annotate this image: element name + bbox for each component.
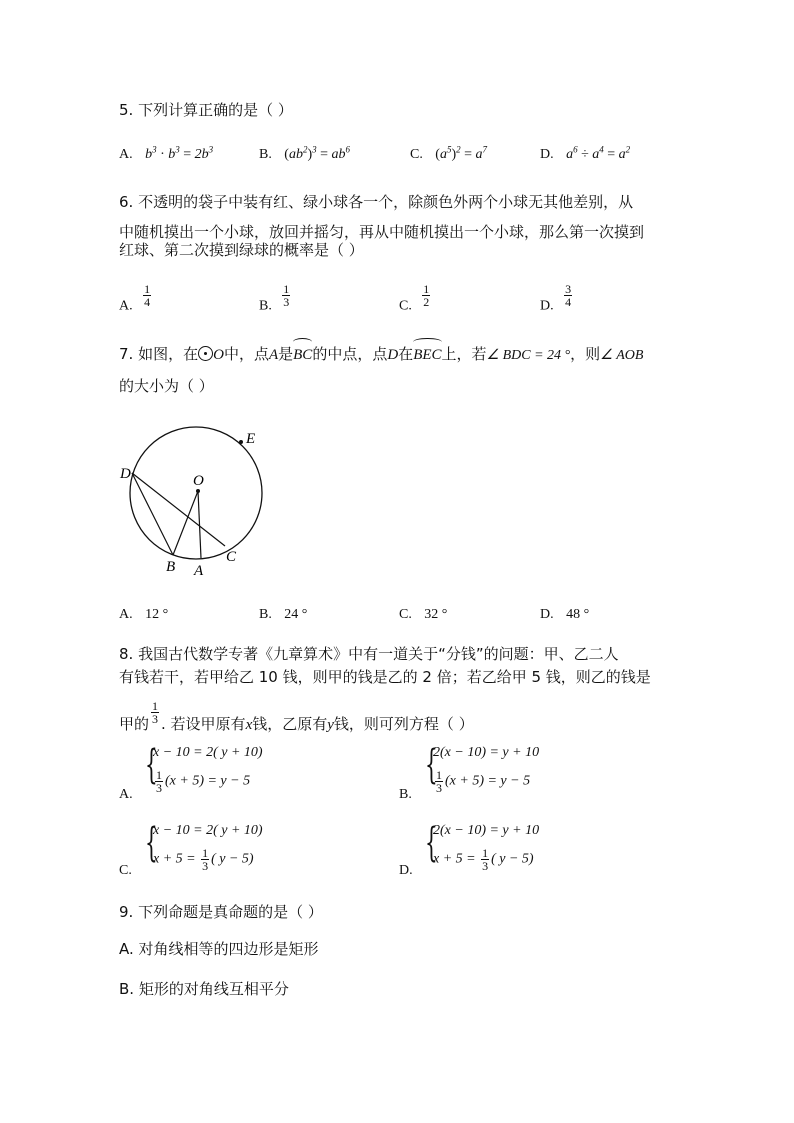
q6-option-d: D. $\frac{3}{4}$ bbox=[540, 282, 572, 314]
label-e: E bbox=[246, 431, 256, 447]
label-a: A bbox=[194, 563, 204, 578]
q7-option-c: C. 32 ° bbox=[399, 607, 448, 622]
circle-o bbox=[130, 427, 262, 559]
q8-option-c-system: { x − 10 = 2( y + 10) x + 5 = $\frac{1}{3}$ ( y − 5) bbox=[145, 820, 263, 873]
q8-option-d-system: { 2(x − 10) = y + 10 x + 5 = $\frac{1}{3}$ ( y − 5) bbox=[425, 820, 540, 873]
q9-option-b: B. 矩形的对角线互相平分 bbox=[119, 980, 289, 998]
q6-option-b: B. $\frac{1}{3}$ bbox=[259, 282, 290, 314]
q5-stem: 5. 下列计算正确的是（ ） bbox=[119, 101, 293, 119]
q8-option-a-system: { x − 10 = 2( y + 10) $\frac{1}{3}$ (x + 5) = y − 5 bbox=[145, 742, 263, 795]
q5-option-a: A. $b^3 \cdot b^3 = 2b^3$ bbox=[119, 144, 214, 162]
q5-option-d: D. $a^6 \div a^4 = a^2$ bbox=[540, 144, 631, 162]
q9-stem: 9. 下列命题是真命题的是（ ） bbox=[119, 903, 323, 921]
label-b: B bbox=[166, 559, 176, 575]
arc-bec: BEC bbox=[413, 341, 441, 369]
point-e bbox=[239, 440, 243, 444]
q6-line2: 中随机摸出一个小球，放回并摇匀，再从中随机摸出一个小球，那么第一次摸到 bbox=[119, 223, 645, 241]
q7-option-d: D. 48 ° bbox=[540, 607, 590, 622]
q8-option-b-label: B. bbox=[399, 787, 412, 802]
q8-option-b-system: { 2(x − 10) = y + 10 $\frac{1}{3}$ (x + 5) = y − 5 bbox=[425, 742, 540, 795]
q6-line3: 红球、第二次摸到绿球的概率是（ ） bbox=[119, 241, 364, 259]
segment-ob bbox=[173, 491, 198, 555]
circle-symbol-icon bbox=[198, 346, 213, 361]
q8-line2: 有钱若干，若甲给乙 10 钱，则甲的钱是乙的 2 倍；若乙给甲 5 钱，则乙的钱是 bbox=[119, 668, 651, 686]
q8-option-a-label: A. bbox=[119, 787, 133, 802]
q8-option-c-label: C. bbox=[119, 863, 132, 878]
q7-circle-figure bbox=[112, 418, 280, 578]
q5-option-c: C. $(a^5)^2 = a^7$ bbox=[410, 144, 488, 162]
label-c: C bbox=[226, 549, 237, 565]
q7-line2: 的大小为（ ） bbox=[119, 377, 214, 395]
q6-line1: 6. 不透明的袋子中装有红、绿小球各一个，除颜色外两个小球无其他差别，从 bbox=[119, 193, 634, 211]
q7-option-a: A. 12 ° bbox=[119, 607, 169, 622]
q9-option-a: A. 对角线相等的四边形是矩形 bbox=[119, 940, 319, 958]
arc-bc: BC bbox=[293, 341, 312, 369]
q6-option-a: A. $\frac{1}{4}$ bbox=[119, 282, 151, 314]
label-o: O bbox=[193, 473, 204, 489]
q8-option-d-label: D. bbox=[399, 863, 413, 878]
q5-option-b: B. $(ab^2)^3 = ab^6$ bbox=[259, 144, 351, 162]
q6-option-c: C. $\frac{1}{2}$ bbox=[399, 282, 430, 314]
q7-line1: 7. 如图，在 O中，点A是BC的中点，点D在BEC上，若∠ BDC = 24 °，则∠ AOB bbox=[119, 340, 643, 370]
q8-line3: 甲的 $\frac{1}{3}$ . 若设甲原有x钱，乙原有y钱，则可列方程（ ） bbox=[119, 699, 474, 733]
q7-option-b: B. 24 ° bbox=[259, 607, 308, 622]
q8-line1: 8. 我国古代数学专著《九章算术》中有一道关于“分钱”的问题：甲、乙二人 bbox=[119, 645, 619, 663]
label-d: D bbox=[120, 466, 131, 482]
center-point bbox=[196, 489, 200, 493]
